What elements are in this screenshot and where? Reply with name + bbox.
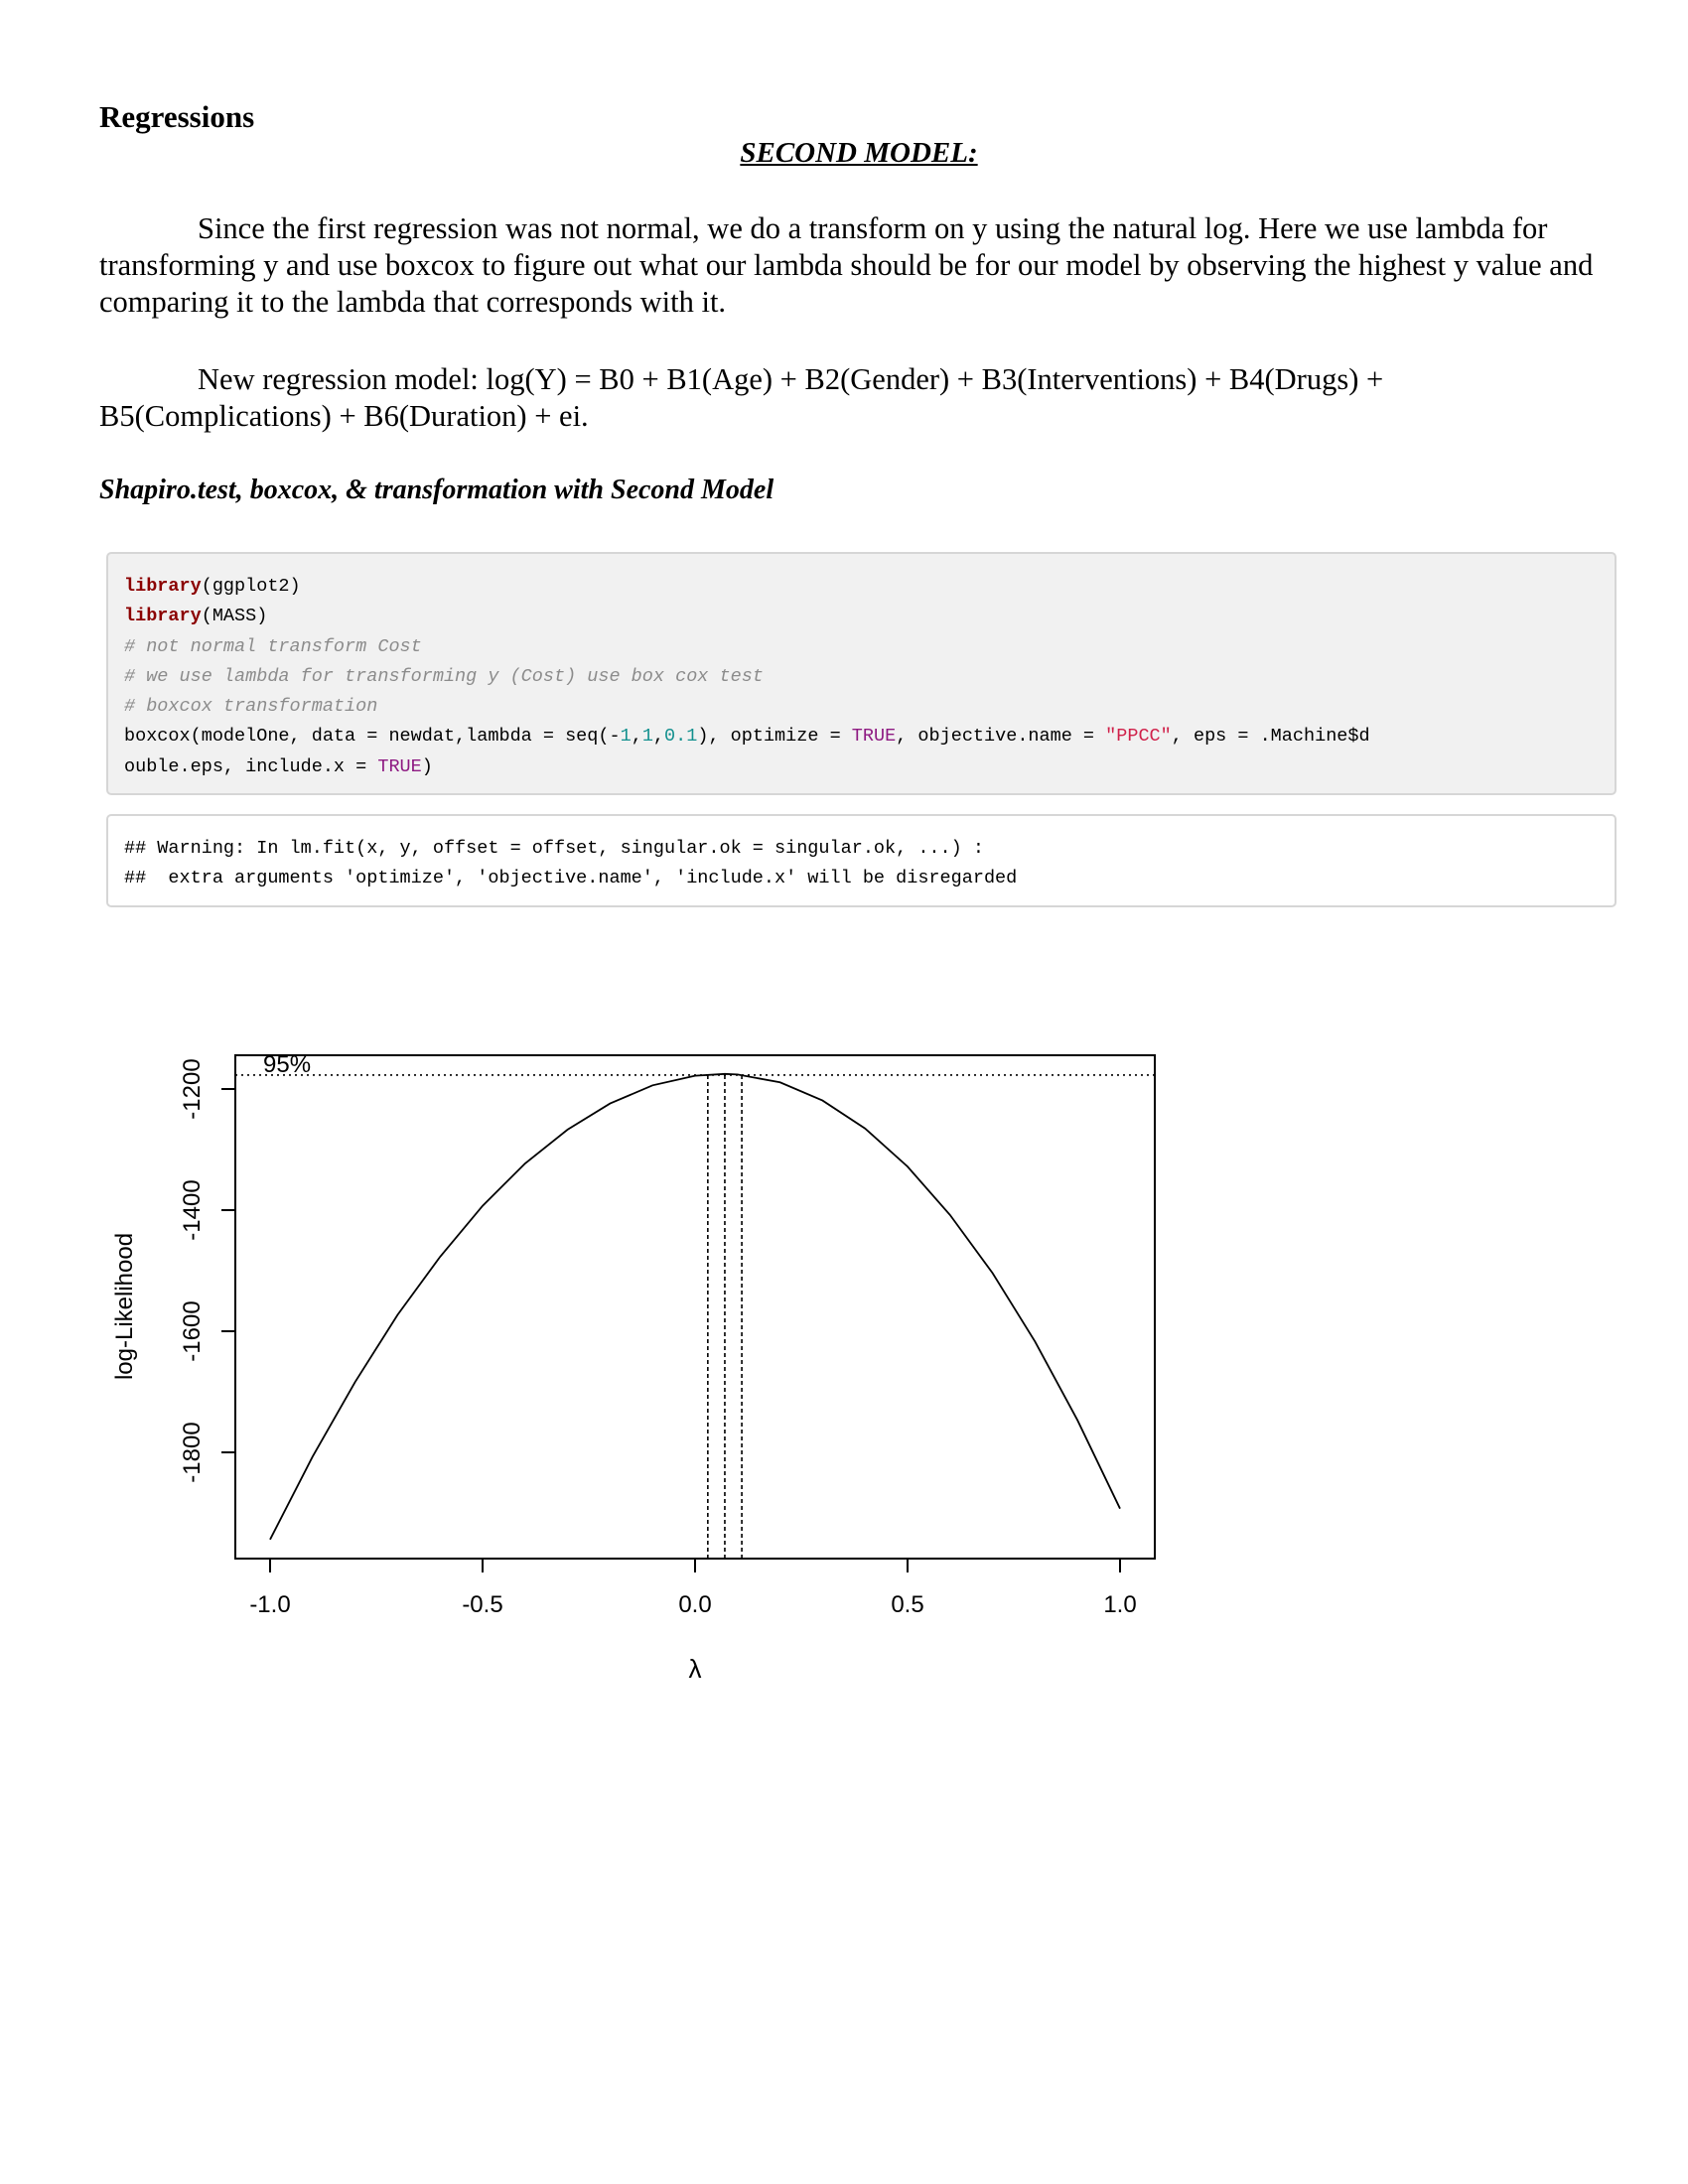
code-text: , eps = .Machine$d xyxy=(1171,726,1370,748)
y-tick-label: -1800 xyxy=(179,1422,206,1483)
code-block xyxy=(106,552,1617,795)
code-comment: # boxcox transformation xyxy=(124,696,378,718)
code-text: , xyxy=(631,726,642,748)
x-tick-label: -0.5 xyxy=(462,1591,503,1618)
code-comment: # we use lambda for transforming y (Cost) use box cox test xyxy=(124,665,764,687)
log-likelihood-curve xyxy=(270,1074,1120,1540)
x-tick-label: 0.5 xyxy=(891,1591,924,1618)
subsection-heading: Shapiro.test, boxcox, & transformation with Second Model xyxy=(99,475,774,505)
intro-paragraph: Since the first regression was not normal, we do a transform on y using the natural log. Here we use lambda for transforming y and use boxcox to figure out what our lambda should be for our model by observing the highest y value and comparing it to the lambda that corresponds with it. xyxy=(99,211,1594,319)
model-equation-paragraph: New regression model: log(Y) = B0 + B1(Age) + B2(Gender) + B3(Interventions) + B4(Drugs) + B5(Complications) + B6(Duration) + ei. xyxy=(99,362,1384,433)
y-tick-label: -1200 xyxy=(179,1058,206,1120)
code-text: (MASS) xyxy=(201,606,268,627)
y-tick-label: -1400 xyxy=(179,1179,206,1241)
code-text: , xyxy=(652,726,665,748)
code-number: 1 xyxy=(620,726,632,748)
code-boolean: TRUE xyxy=(851,726,897,748)
code-boolean: TRUE xyxy=(377,755,422,777)
code-keyword: library xyxy=(124,576,202,597)
code-comment: # not normal transform Cost xyxy=(124,635,422,657)
x-tick-label: 0.0 xyxy=(678,1591,712,1618)
code-text: ), optimize = xyxy=(697,726,852,748)
x-tick-label: -1.0 xyxy=(249,1591,291,1618)
ci-label: 95% xyxy=(263,1050,312,1078)
code-number: 0.1 xyxy=(664,726,698,748)
output-line: ## extra arguments 'optimize', 'objective.name', 'include.x' will be disregarded xyxy=(124,868,1018,889)
code-text: (ggplot2) xyxy=(201,576,301,597)
plot-frame xyxy=(235,1055,1155,1559)
y-tick-label: -1600 xyxy=(179,1300,206,1362)
output-line: ## Warning: In lm.fit(x, y, offset = offset, singular.ok = singular.ok, ...) : xyxy=(124,838,984,859)
code-text: ouble.eps, include.x = xyxy=(124,755,378,777)
x-axis-label: λ xyxy=(688,1654,702,1684)
code-number: 1 xyxy=(641,726,653,748)
code-string: "PPCC" xyxy=(1105,726,1172,748)
section-heading: Regressions xyxy=(99,99,255,134)
code-text: ) xyxy=(421,755,433,777)
code-text: boxcox(modelOne, data = newdat,lambda = seq(- xyxy=(124,726,621,748)
x-tick-label: 1.0 xyxy=(1103,1591,1137,1618)
code-keyword: library xyxy=(124,606,202,627)
code-text: , objective.name = xyxy=(896,726,1106,748)
y-axis-label: log-Likelihood xyxy=(111,1232,138,1381)
model-title: SECOND MODEL: xyxy=(740,137,978,169)
output-block xyxy=(106,814,1617,907)
boxcox-chart xyxy=(0,993,1390,1707)
